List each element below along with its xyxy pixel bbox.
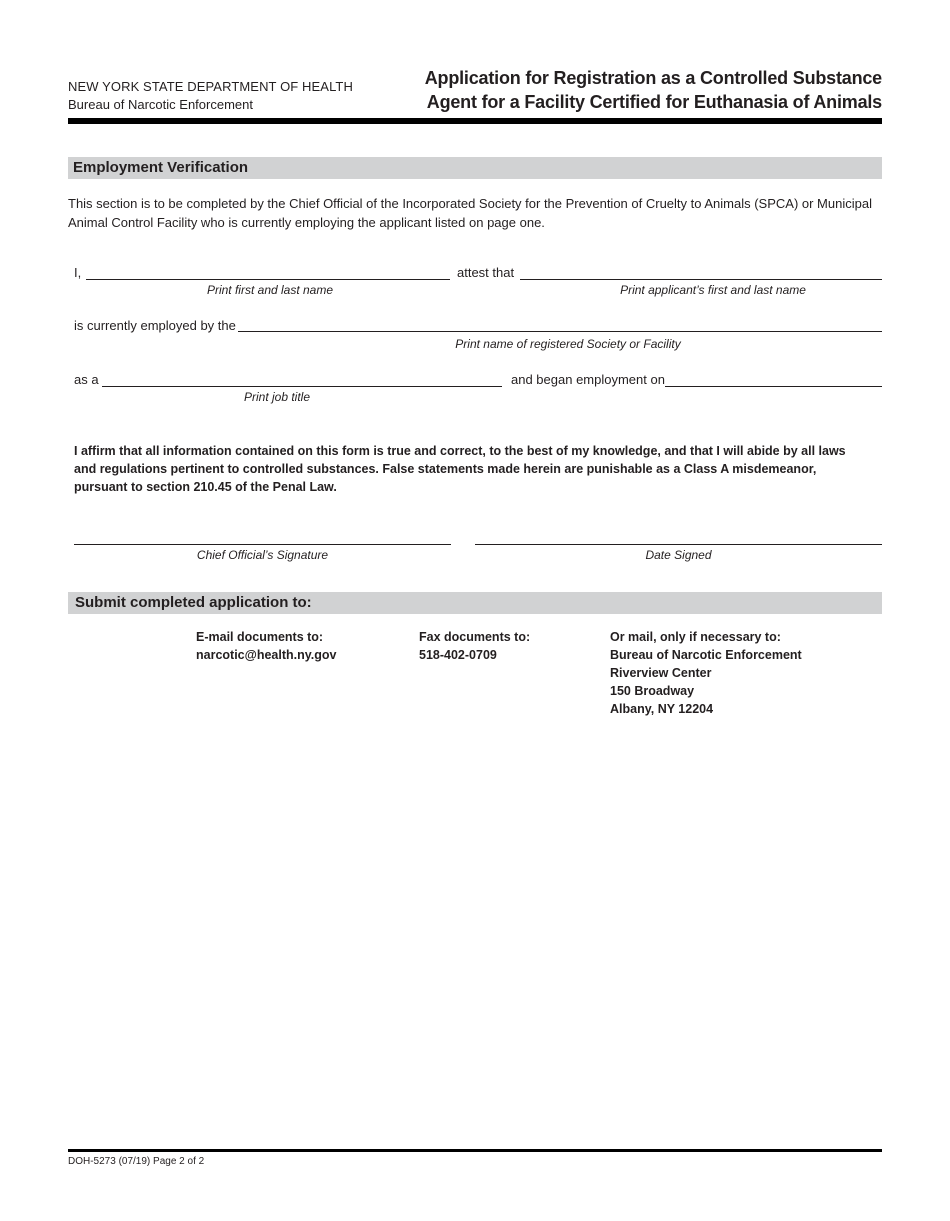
fax-block [419,628,530,664]
affirmation-text: I affirm that all information contained on this form is true and correct, to the best of my knowledge, and that I will abide by all laws and regulations pertinent to controlled substances. False statements made herein are punishable as a Class A misdemeanor, pursuant to section 210.45 of the Penal Law. [74,444,846,494]
mail-block [610,628,802,718]
row2-prefix: is currently employed by the [74,318,236,333]
mail-label: Or mail, only if necessary to: [610,630,781,644]
employment-start-date-field[interactable] [665,386,882,387]
form-title [412,66,882,114]
row1-prefix: I, [74,265,82,280]
row3-began-label: and began employment on [511,372,665,387]
agency-name: NEW YORK STATE DEPARTMENT OF HEALTH [68,79,353,94]
chief-official-signature-field[interactable] [74,544,451,545]
society-facility-name-field[interactable] [238,331,882,332]
mail-line: 150 Broadway [610,684,695,698]
date-signed-field[interactable] [475,544,882,545]
form-title-line1: Application for Registration as a Controlled Substance [424,68,882,88]
email-block [196,628,336,664]
chief-official-name-caption: Print first and last name [206,283,334,297]
date-signed-caption: Date Signed [645,548,712,562]
footer-rule [68,1149,882,1152]
society-facility-caption: Print name of registered Society or Facility [455,337,681,351]
form-title-line2: Agent for a Facility Certified for Euthanasia of Animals [426,92,882,112]
employment-section-heading: Employment Verification [68,157,882,179]
submit-section-heading: Submit completed application to: [68,592,882,614]
email-label: E-mail documents to: [196,630,324,644]
chief-official-name-field[interactable] [86,279,450,280]
fax-label: Fax documents to: [419,630,531,644]
applicant-name-field[interactable] [520,279,882,280]
row3-prefix: as a [74,372,99,387]
fax-number: 518-402-0709 [419,648,497,662]
mail-line: Riverview Center [610,666,712,680]
signature-caption: Chief Official’s Signature [196,548,329,562]
job-title-caption: Print job title [243,390,311,404]
mail-line: Albany, NY 12204 [610,702,714,716]
form-id-footer: DOH-5273 (07/19) Page 2 of 2 [68,1156,205,1167]
agency-block [68,78,353,114]
applicant-name-caption: Print applicant’s first and last name [620,283,806,297]
employment-intro-text: This section is to be completed by the Chief Official of the Incorporated Society for the Prevention of Cruelty to Animals (SPCA) or Municipal Animal Control Facility who is currently employing the applicant listed on page one. [68,196,872,230]
mail-line: Bureau of Narcotic Enforcement [610,648,802,662]
row1-attest-label: attest that [457,265,515,280]
header-rule [68,118,882,124]
email-address[interactable]: narcotic@health.ny.gov [196,648,337,662]
bureau-name: Bureau of Narcotic Enforcement [68,97,253,112]
job-title-field[interactable] [102,386,502,387]
